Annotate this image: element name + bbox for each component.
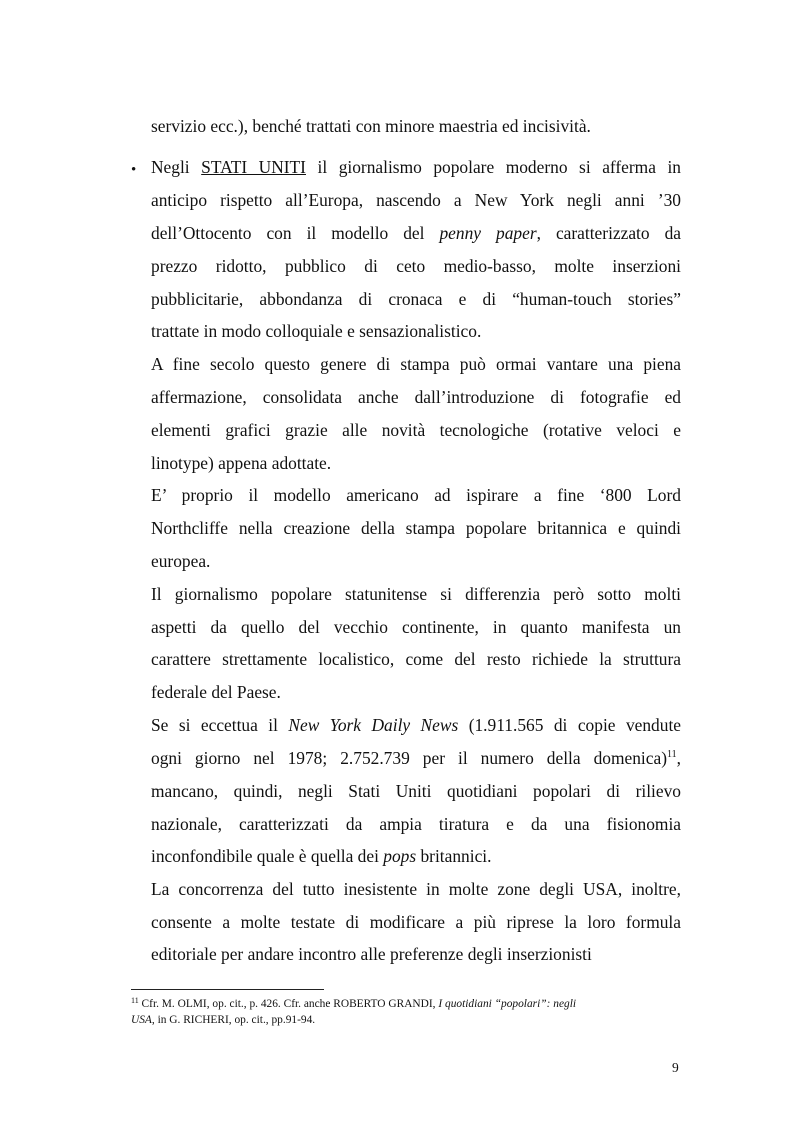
text-line: E’ proprio il modello americano ad ispirare a fine ‘800 Lord [151,485,681,505]
text-line: dell’Ottocento con il modello del penny paper, caratterizzato da [151,223,681,243]
text-line: aspetti da quello del vecchio continente, in quanto manifesta un [151,617,681,637]
footnote-ref: 11 [667,749,677,760]
text-line: consente a molte testate di modificare a più riprese la loro formula [151,912,681,932]
text-line: Negli STATI UNITI il giornalismo popolare moderno si afferma in [151,157,681,177]
text-line: trattate in modo colloquiale e sensazionalistico. [151,321,482,341]
text-line: nazionale, caratterizzati da ampia tiratura e da una fisionomia [151,814,681,834]
text-line: pubblicitarie, abbondanza di cronaca e di “human-touch stories” [151,289,681,309]
text-line: affermazione, consolidata anche dall’introduzione di fotografie ed [151,387,681,407]
text-line: europea. [151,551,211,571]
text-line: federale del Paese. [151,682,281,702]
text-line: carattere strettamente localistico, come del resto richiede la struttura [151,649,681,669]
text-line: anticipo rispetto all’Europa, nascendo a New York negli anni ’30 [151,190,681,210]
footnote: $^{11}$ Cfr. M. OLMI, op. cit., p. 426. Cfr. anche ROBERTO GRANDI, I quotidiani “popolari”: negli [131,996,577,1010]
text-line: ogni giorno nel 1978; 2.752.739 per il numero della domenica)$^{11}$, [151,748,681,768]
text-line: elementi grafici grazie alle novità tecnologiche (rotative veloci e [151,420,681,440]
text-line: Se si eccettua il New York Daily News (1.911.565 di copie vendute [151,715,681,735]
bullet-icon: • [131,162,137,178]
footnote-continuation: USA, in G. RICHERI, op. cit., pp.91-94. [131,1014,316,1026]
page-number: 9 [672,1060,679,1075]
text-line: inconfondibile quale è quella dei pops britannici. [151,846,492,866]
text-line: La concorrenza del tutto inesistente in molte zone degli USA, inoltre, [151,879,681,899]
text-line: Northcliffe nella creazione della stampa popolare britannica e quindi [151,518,681,538]
text-line: linotype) appena adottate. [151,453,332,473]
text-line: servizio ecc.), benché trattati con minore maestria ed incisività. [151,116,591,136]
text-line: A fine secolo questo genere di stampa può ormai vantare una piena [151,354,681,374]
footnote-divider [131,989,324,990]
text-line: Il giornalismo popolare statunitense si differenzia però sotto molti [151,584,681,604]
text-line: editoriale per andare incontro alle preferenze degli inserzionisti [151,944,592,964]
text-line: mancano, quindi, negli Stati Uniti quotidiani popolari di rilievo [151,781,681,801]
heading-link-stati-uniti: STATI UNITI [201,157,306,177]
text-line: prezzo ridotto, pubblico di ceto medio-basso, molte inserzioni [151,256,681,276]
